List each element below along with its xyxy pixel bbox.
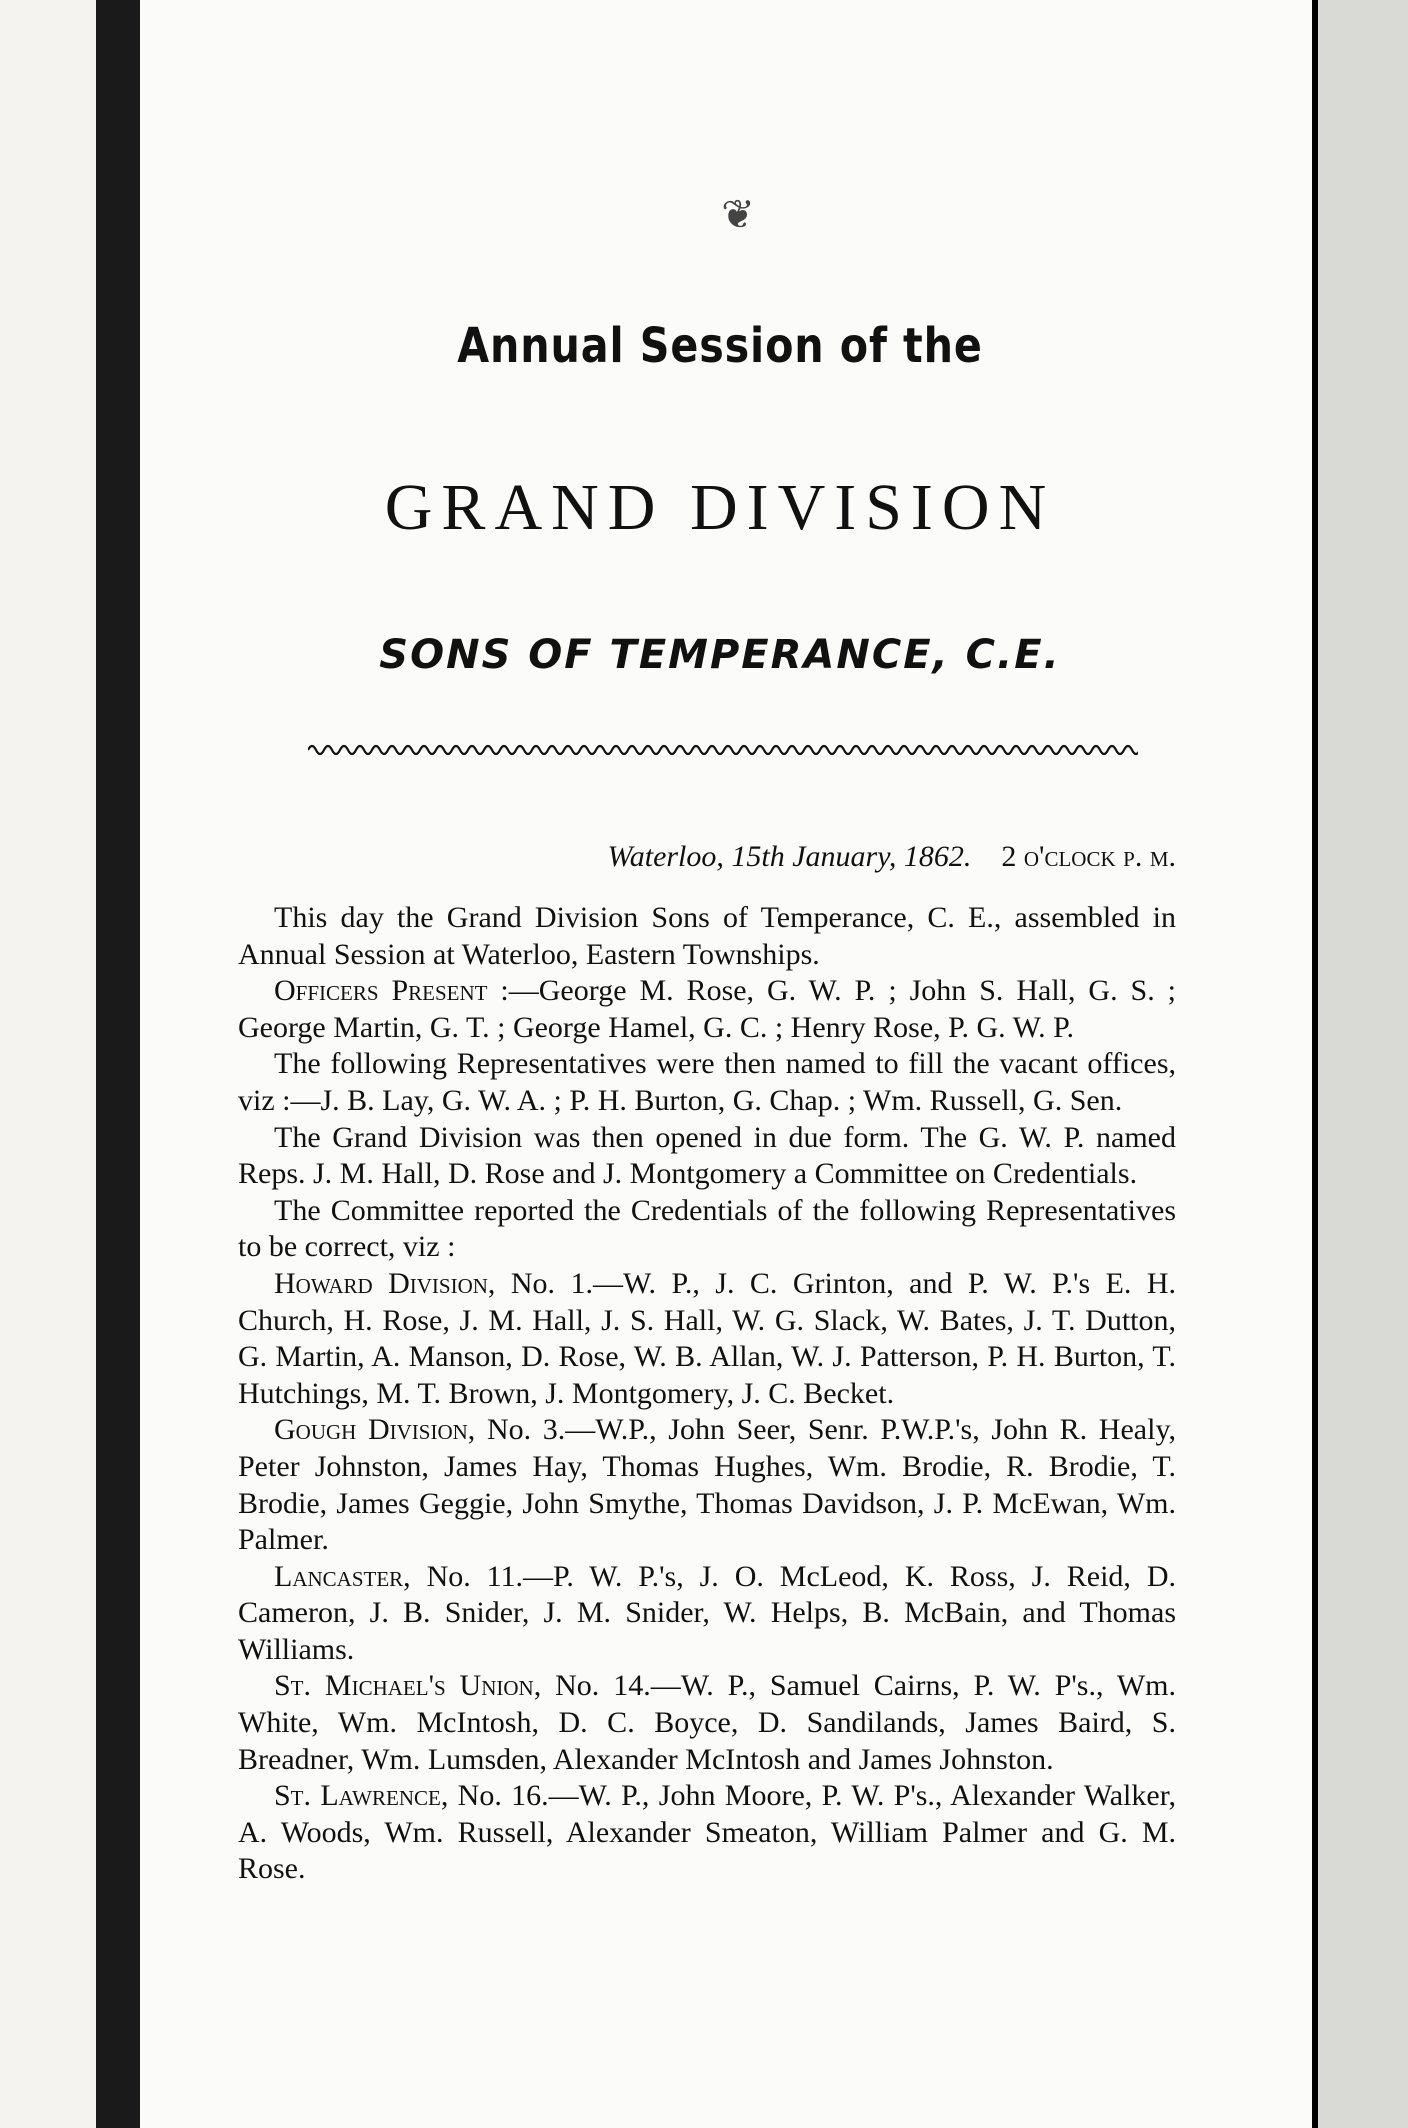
title-annual-session: Annual Session of the bbox=[457, 318, 983, 374]
paragraph-assembled: This day the Grand Division Sons of Temperance, C. E., assembled in Annual Session at Waterloo, Eastern Townships. bbox=[238, 901, 1176, 971]
paragraph-representatives-named: The following Representatives were then named to fill the vacant offices, viz :—J. B. Lay, G. W. A. ; P. H. Burton, G. Chap. ; Wm. Russell, G. Sen. bbox=[238, 1047, 1176, 1117]
paragraph-committee-report: The Committee reported the Credentials of the following Representatives to be correct, viz : bbox=[238, 1193, 1176, 1264]
book-page bbox=[140, 0, 1312, 2128]
dateline-time: 2 o'clock p. m. bbox=[1001, 840, 1176, 873]
book-gutter-shadow bbox=[96, 0, 140, 2128]
paragraph-st-lawrence: St. Lawrence, No. 16.—W. P., John Moore, P. W. P's., Alexander Walker, A. Woods, Wm. Russell, Alexander Smeaton, William Palmer and G. M. Rose. bbox=[238, 1779, 1177, 1886]
dateline bbox=[140, 840, 1176, 874]
paragraph-opened-in-form: The Grand Division was then opened in due form. The G. W. P. named Reps. J. M. Hall, D. Rose and J. Montgomery a Committee on Credentials. bbox=[238, 1120, 1176, 1191]
printer-ornament-icon: ❦ bbox=[721, 192, 755, 237]
dateline-place-date: Waterloo, 15th January, 1862. bbox=[607, 840, 972, 873]
minutes-body bbox=[238, 900, 1176, 1888]
wavy-rule-divider bbox=[308, 738, 1138, 762]
page-right-margin bbox=[1318, 0, 1408, 2128]
paragraph-lancaster: Lancaster, No. 11.—P. W. P.'s, J. O. McLeod, K. Ross, J. Reid, D. Cameron, J. B. Snider, J. M. Snider, W. Helps, B. McBain, and Thomas Williams. bbox=[238, 1559, 1176, 1666]
paragraph-howard-division: Howard Division, No. 1.—W. P., J. C. Grinton, and P. W. P.'s E. H. Church, H. Rose, J. M. Hall, J. S. Hall, W. G. Slack, W. Bates, J. T. Dutton, G. Martin, A. Manson, D. Rose, W. B. Allan, W. J. Patterson, P. H. Burton, T. Hutchings, M. T. Brown, J. Montgomery, J. C. Becket. bbox=[238, 1266, 1176, 1410]
paragraph-st-michaels-union: St. Michael's Union, No. 14.—W. P., Samuel Cairns, P. W. P's., Wm. White, Wm. McIntosh, D. C. Boyce, D. Sandilands, James Baird, S. Breadner, Wm. Lumsden, Alexander McIntosh and James Johnston. bbox=[238, 1669, 1176, 1776]
paragraph-gough-division: Gough Division, No. 3.—W.P., John Seer, Senr. P.W.P.'s, John R. Healy, Peter Johnston, James Hay, Thomas Hughes, Wm. Brodie, R. Brodie, T. Brodie, James Geggie, John Smythe, Thomas Davidson, J. P. McEwan, Wm. Palmer. bbox=[238, 1413, 1176, 1557]
title-sons-of-temperance: SONS OF TEMPERANCE, C.E. bbox=[379, 632, 1061, 678]
paragraph-officers-present: Officers Present :—George M. Rose, G. W. P. ; John S. Hall, G. S. ; George Martin, G. T. ; George Hamel, G. C. ; Henry Rose, P. G. W. P. bbox=[238, 974, 1176, 1044]
title-grand-division: GRAND DIVISION bbox=[384, 471, 1056, 544]
